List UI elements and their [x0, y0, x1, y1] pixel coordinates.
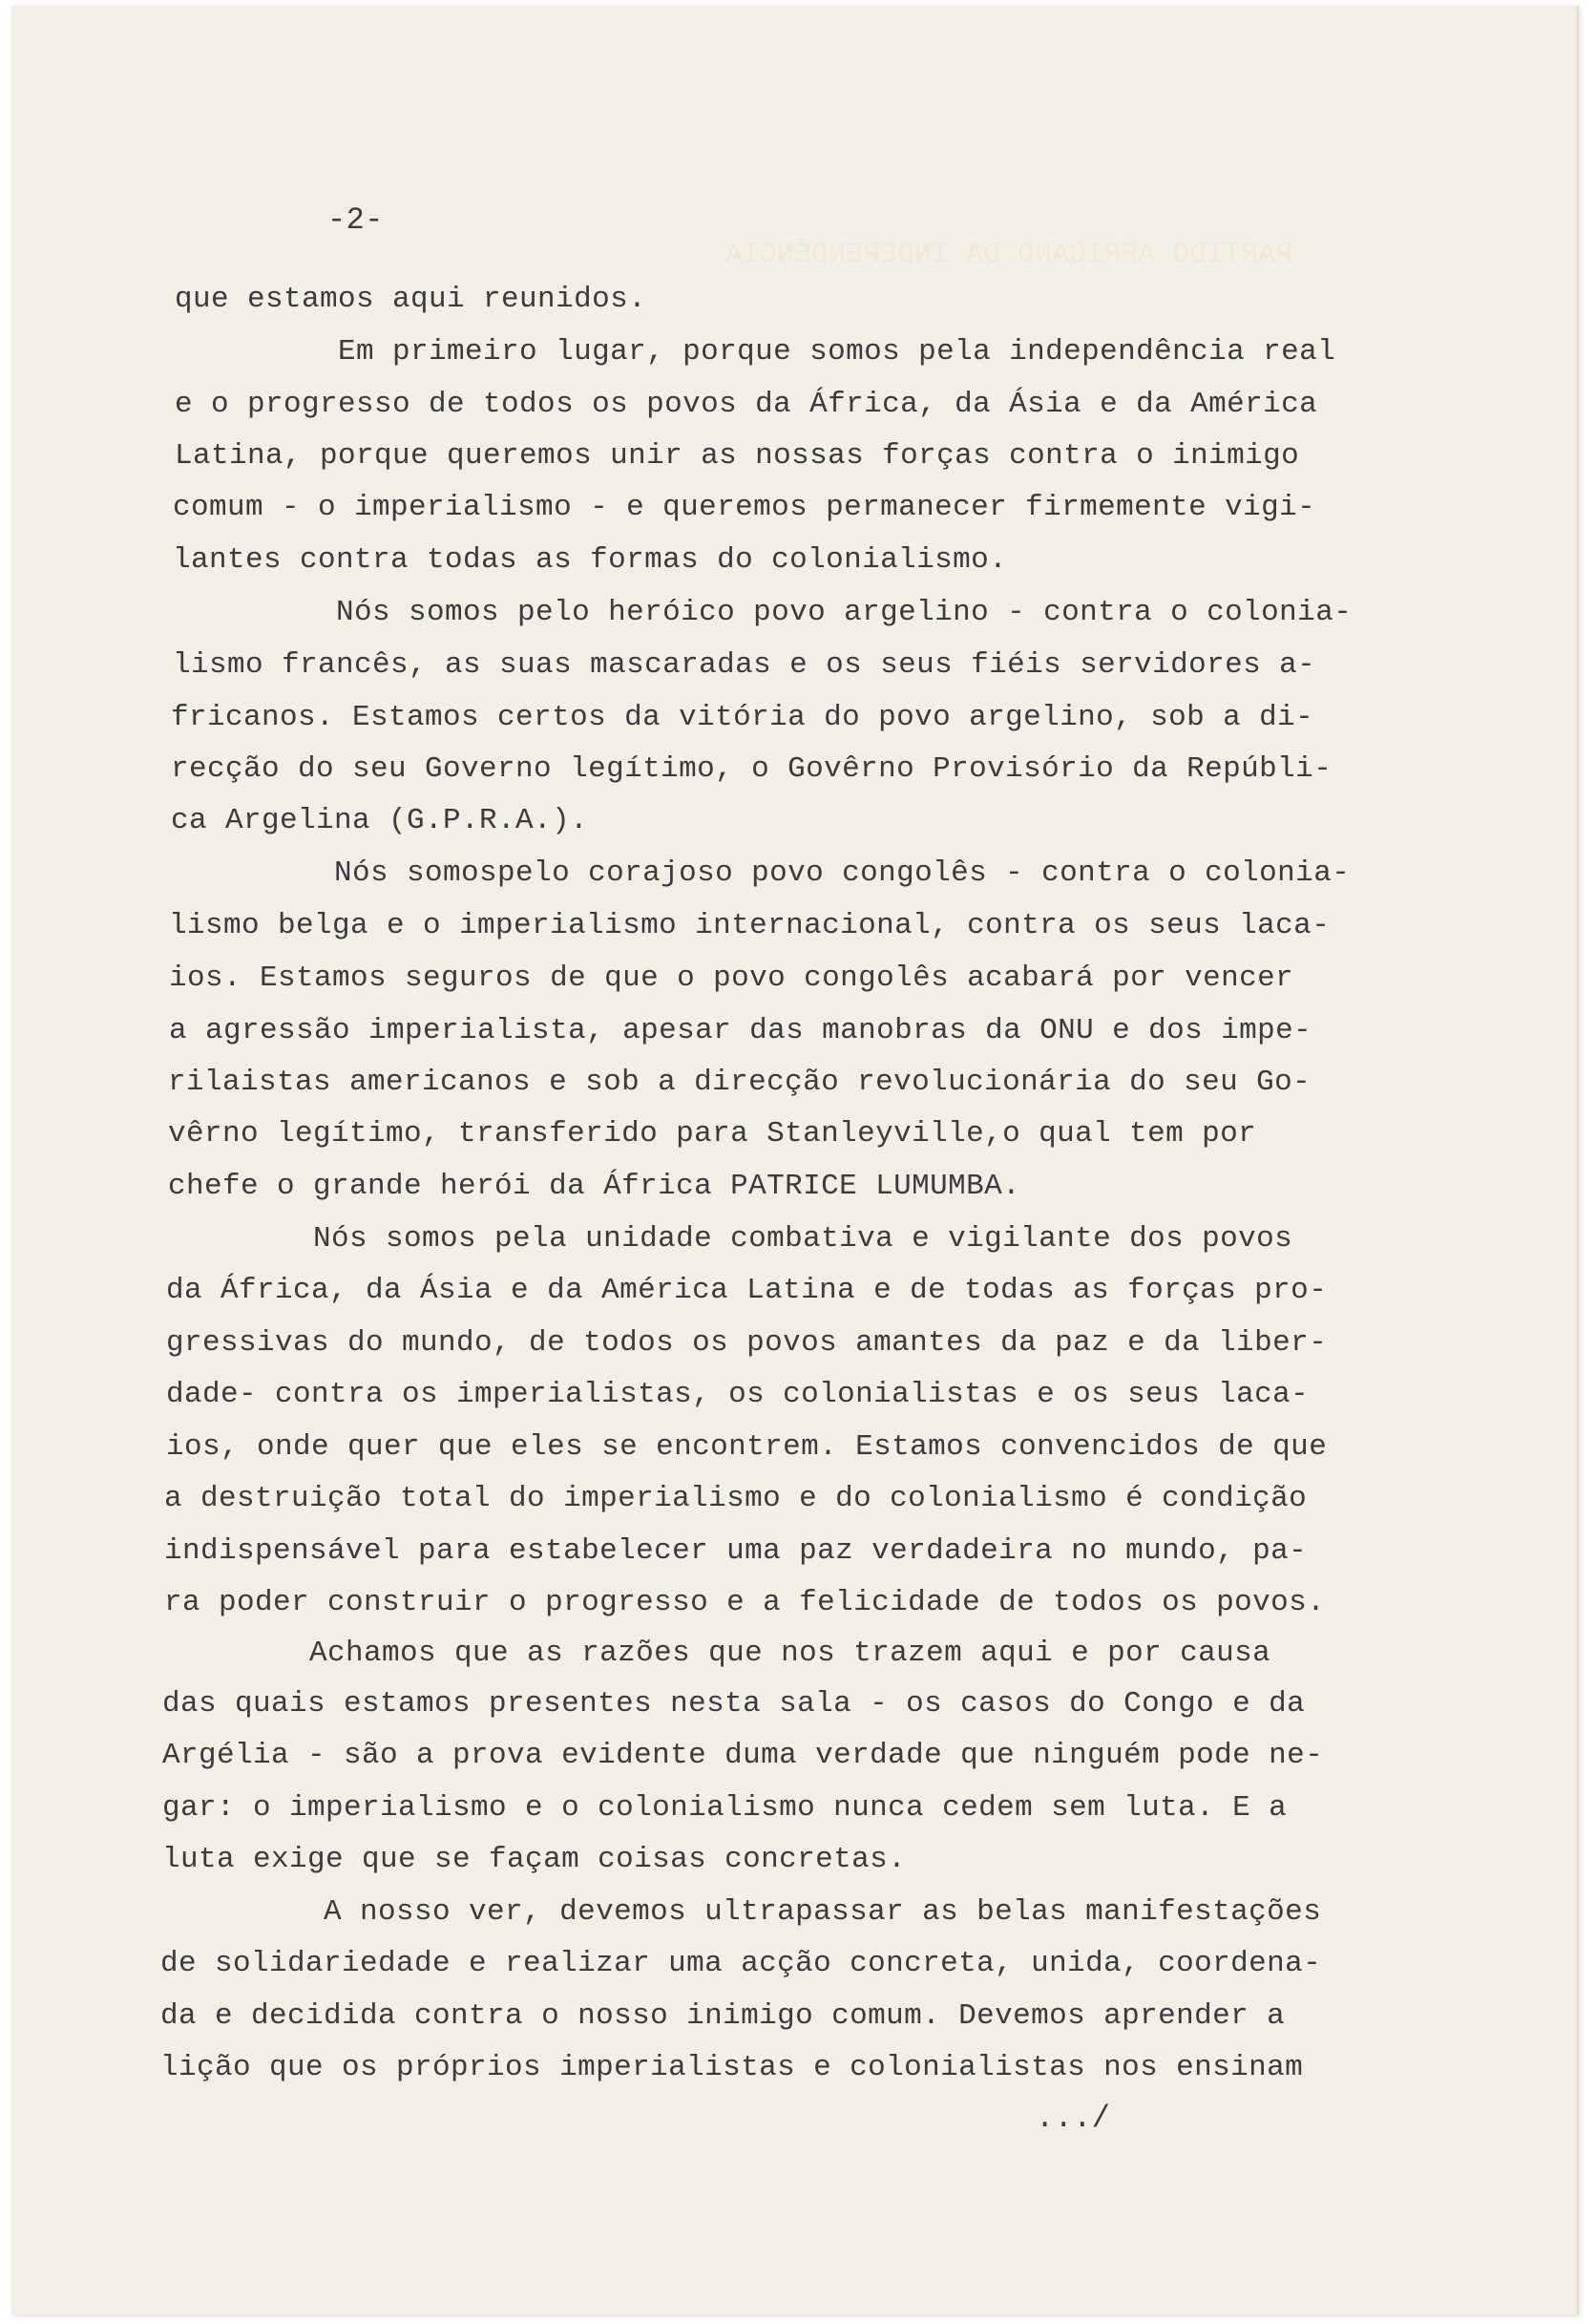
page-number: -2-	[327, 202, 384, 238]
text-line: de solidariedade e realizar uma acção concreta, unida, coordena-	[160, 1947, 1322, 1980]
text-line: da e decidida contra o nosso inimigo comum. Devemos aprender a	[160, 1999, 1286, 2033]
text-line: Achamos que as razões que nos trazem aqui e por causa	[164, 1637, 1271, 1670]
text-line: lantes contra todas as formas do colonialismo.	[173, 543, 1008, 577]
text-line: fricanos. Estamos certos da vitória do povo argelino, sob a di-	[171, 701, 1314, 734]
text-line: vêrno legítimo, transferido para Stanleyville,o qual tem por	[168, 1117, 1257, 1151]
text-line: recção do seu Governo legítimo, o Govêrno Provisório da Repúbli-	[171, 752, 1333, 786]
text-line: da África, da Ásia e da América Latina e de todas as forças pro-	[166, 1274, 1328, 1307]
text-line: comum - o imperialismo - e queremos permanecer firmemente vigi-	[173, 491, 1316, 524]
text-line: Nós somos pelo heróico povo argelino - contra o colonia-	[173, 596, 1353, 629]
text-line: ios, onde quer que eles se encontrem. Estamos convencidos de que	[166, 1430, 1328, 1464]
text-line: a agressão imperialista, apesar das manobras da ONU e dos impe-	[169, 1014, 1312, 1047]
text-line: das quais estamos presentes nesta sala - os casos do Congo e da	[162, 1687, 1306, 1721]
text-line: a destruição total do imperialismo e do colonialismo é condição	[164, 1482, 1308, 1515]
text-line: luta exige que se façam coisas concretas.	[162, 1843, 907, 1876]
text-line: e o progresso de todos os povos da África, da Ásia e da América	[175, 388, 1318, 421]
text-line: dade- contra os imperialistas, os colonialistas e os seus laca-	[166, 1378, 1310, 1411]
text-line: indispensável para estabelecer uma paz verdadeira no mundo, pa-	[164, 1534, 1308, 1568]
text-line: Nós somospelo corajoso povo congolês - contra o colonia-	[171, 856, 1351, 890]
text-line: ra poder construir o progresso e a felicidade de todos os povos.	[164, 1586, 1326, 1619]
continuation-mark: .../	[1036, 2101, 1111, 2136]
text-line: que estamos aqui reunidos.	[175, 283, 647, 316]
text-line: lismo francês, as suas mascaradas e os seus fiéis servidores a-	[173, 648, 1316, 682]
text-line: ios. Estamos seguros de que o povo congolês acabará por vencer	[169, 961, 1294, 995]
text-line: gressivas do mundo, de todos os povos amantes da paz e da liber-	[166, 1326, 1328, 1360]
text-line: A nosso ver, devemos ultrapassar as belas manifestações	[160, 1895, 1322, 1929]
text-line: Argélia - são a prova evidente duma verdade que ninguém pode ne-	[162, 1739, 1324, 1772]
show-through-heading: PARTIDO AFRICANO DA INDEPENDÊNCIA	[725, 239, 1293, 271]
text-line: Latina, porque queremos unir as nossas forças contra o inimigo	[175, 439, 1300, 473]
text-line: Em primeiro lugar, porque somos pela independência real	[175, 335, 1336, 369]
text-line: rilaistas americanos e sob a direcção revolucionária do seu Go-	[168, 1066, 1312, 1099]
text-line: Nós somos pela unidade combativa e vigilante dos povos	[168, 1222, 1293, 1256]
text-line: gar: o imperialismo e o colonialismo nunca cedem sem luta. E a	[162, 1791, 1288, 1825]
text-line: lição que os próprios imperialistas e colonialistas nos ensinam	[160, 2051, 1304, 2084]
text-line: ca Argelina (G.P.R.A.).	[171, 804, 589, 837]
text-line: chefe o grande herói da África PATRICE LUMUMBA.	[168, 1170, 1021, 1203]
text-line: lismo belga e o imperialismo internacional, contra os seus laca-	[169, 909, 1331, 942]
